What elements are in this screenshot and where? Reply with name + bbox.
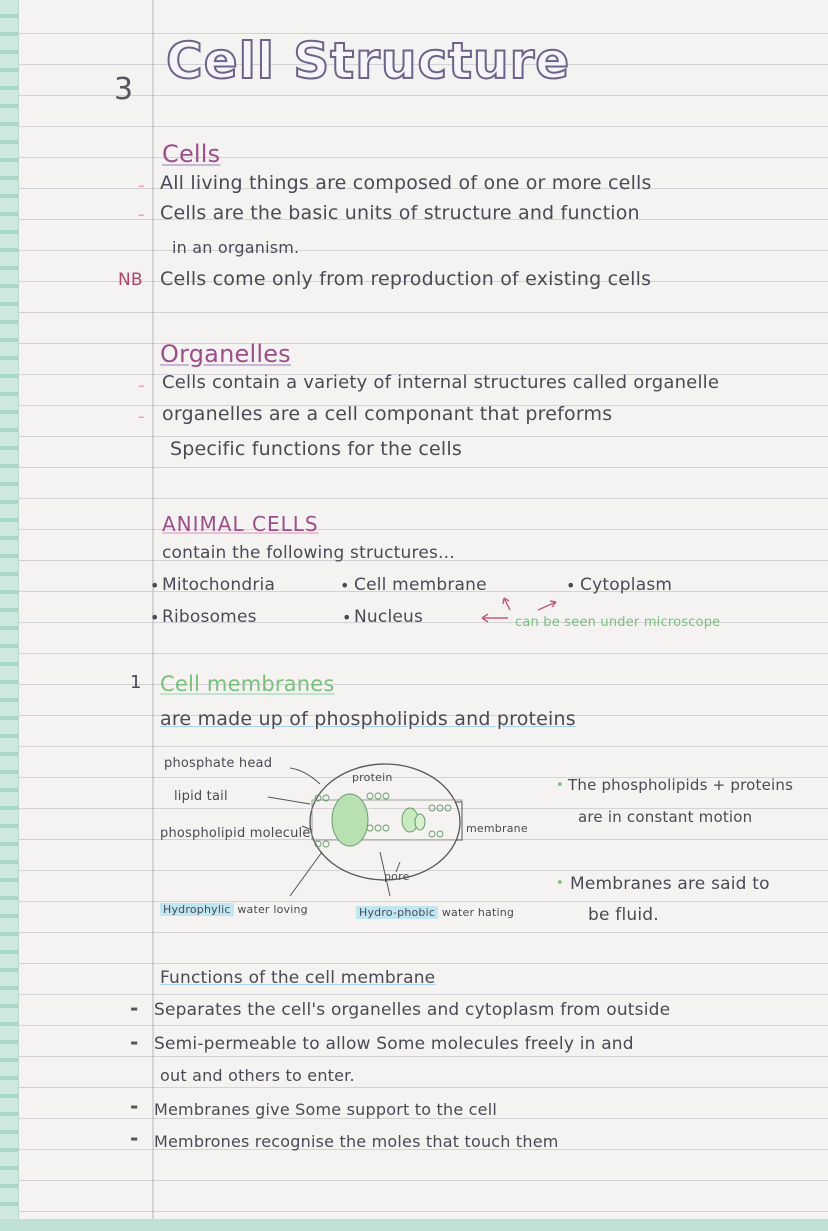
animal-cells-intro: contain the following structures... (162, 543, 455, 563)
bullet-marker: - (130, 1094, 139, 1118)
microscope-note: can be seen under microscope (515, 615, 721, 630)
organelles-heading: Organelles (160, 340, 291, 368)
bullet-marker: • (150, 608, 160, 627)
functions-heading: Functions of the cell membrane (160, 968, 436, 988)
side-note-1: The phospholipids + proteins (568, 776, 794, 794)
organelles-bullet-2: organelles are a cell componant that preforms (162, 403, 613, 425)
function-4: Membrones recognise the moles that touch them (154, 1132, 559, 1151)
section-number: 1 (130, 672, 142, 693)
label-hydrophylic: Hydrophylic (160, 903, 234, 916)
cells-bullet-2: Cells are the basic units of structure and function (160, 202, 640, 224)
label-lipid-tail: lipid tail (174, 789, 228, 804)
label-hydrophobic: Hydro-phobic (356, 906, 438, 919)
bullet-marker: - (138, 406, 145, 427)
bullet-marker: - (138, 204, 145, 225)
page-edge (0, 1219, 828, 1231)
bullet-marker: • (556, 778, 564, 793)
organelles-bullet-2-cont: Specific functions for the cells (170, 438, 462, 460)
item-ribosomes: Ribosomes (162, 607, 257, 627)
side-note-2: are in constant motion (578, 808, 753, 826)
label-hydrophylic-wrap (160, 903, 308, 916)
function-1: Separates the cell's organelles and cytoplasm from outside (154, 1000, 671, 1020)
label-hydrophobic-wrap (356, 906, 514, 919)
notebook-binding (0, 0, 19, 1231)
bullet-marker: - (130, 996, 139, 1020)
bullet-marker: - (138, 375, 145, 396)
bullet-marker: - (130, 1030, 139, 1054)
item-mitochondria: Mitochondria (162, 575, 276, 595)
label-water-hating: water hating (441, 906, 515, 919)
cell-membrane-diagram (250, 760, 480, 900)
item-cytoplasm: Cytoplasm (580, 575, 673, 595)
bullet-marker: • (342, 608, 352, 627)
side-note-4: be fluid. (588, 905, 659, 925)
cells-bullet-1: All living things are composed of one or more cells (160, 172, 652, 194)
animal-cells-heading: ANIMAL CELLS (162, 512, 319, 536)
bullet-marker: • (150, 576, 160, 595)
function-2: Semi-permeable to allow Some molecules freely in and (154, 1034, 634, 1054)
cells-heading: Cells (162, 140, 221, 168)
bullet-marker: • (340, 576, 350, 595)
bullet-marker: - (130, 1126, 139, 1150)
function-3: Membranes give Some support to the cell (154, 1100, 497, 1119)
label-water-loving: water loving (237, 903, 308, 916)
page-title: Cell Structure (166, 32, 571, 90)
label-pore: pore (384, 870, 410, 883)
bullet-marker: • (556, 876, 564, 891)
nb-label: NB (118, 270, 143, 290)
item-cell-membrane: Cell membrane (354, 575, 487, 595)
bullet-marker: - (138, 175, 145, 196)
label-protein: protein (352, 771, 393, 784)
item-nucleus: Nucleus (354, 607, 424, 627)
cell-membranes-intro: are made up of phospholipids and proteins (160, 708, 576, 730)
label-phosphate-head: phosphate head (164, 756, 273, 771)
bullet-marker: • (566, 576, 576, 595)
label-membrane: membrane (466, 822, 528, 835)
nb-text: Cells come only from reproduction of existing cells (160, 268, 652, 290)
side-note-3: Membranes are said to (570, 874, 770, 894)
cell-membranes-heading: Cell membranes (160, 672, 335, 696)
function-2-cont: out and others to enter. (160, 1066, 355, 1085)
cells-bullet-2-cont: in an organism. (172, 238, 300, 257)
organelles-bullet-1: Cells contain a variety of internal structures called organelle (162, 372, 720, 393)
page-number: 3 (114, 72, 134, 107)
label-phospholipid-molecule: phospholipid molecule (160, 826, 311, 841)
